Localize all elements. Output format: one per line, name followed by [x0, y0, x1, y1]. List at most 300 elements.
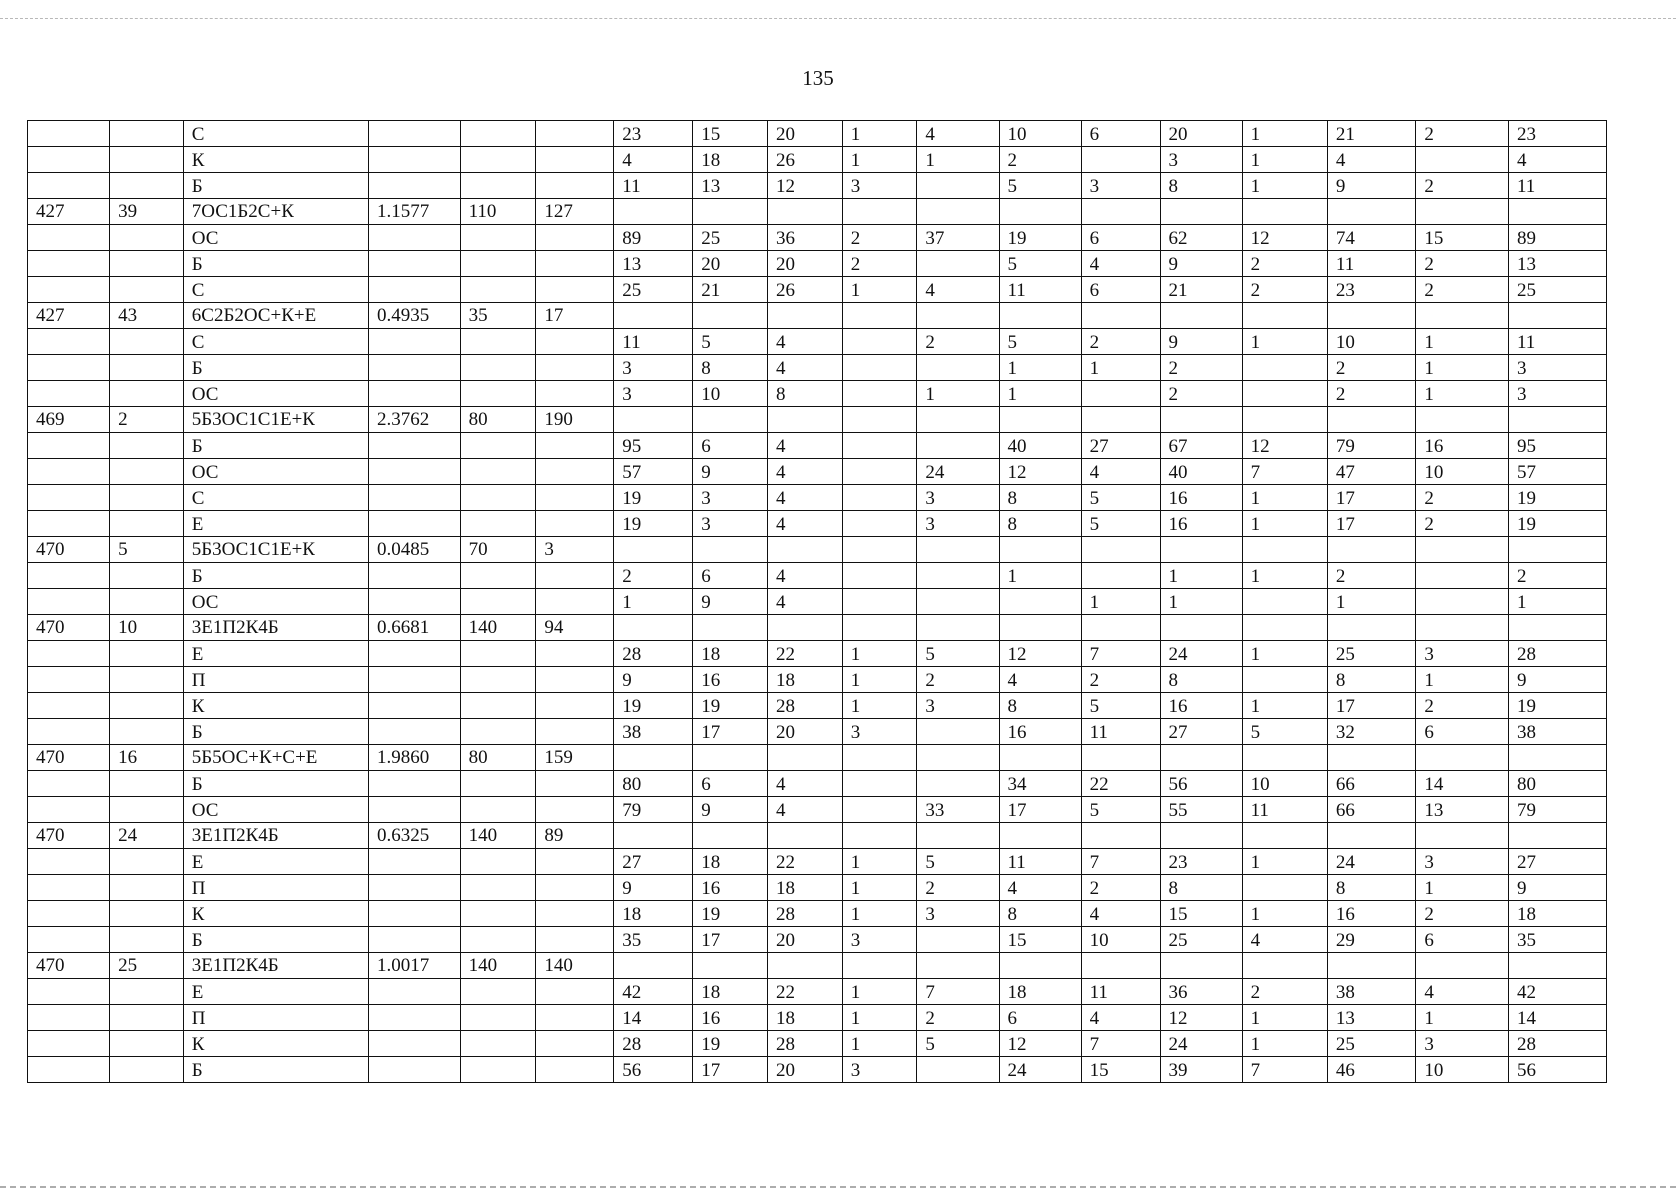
table-row: [28, 953, 1607, 979]
table-cell: 11: [1327, 251, 1415, 277]
table-cell: [28, 381, 110, 407]
table-cell: 2: [1416, 173, 1509, 199]
table-cell: 21: [693, 277, 768, 303]
table-cell: [369, 485, 461, 511]
table-cell: 3: [693, 511, 768, 537]
table-cell: 1: [842, 277, 917, 303]
table-cell: 39: [1160, 1057, 1242, 1083]
table-cell: [110, 563, 184, 589]
table-cell: 4: [767, 355, 842, 381]
table-cell: [110, 589, 184, 615]
table-cell: [917, 303, 999, 329]
table-cell: [1081, 823, 1160, 849]
table-cell: 5: [693, 329, 768, 355]
table-cell: [536, 797, 614, 823]
table-cell: П: [183, 875, 368, 901]
table-cell: 1: [1081, 589, 1160, 615]
table-cell: [1081, 199, 1160, 225]
table-cell: 1: [1416, 355, 1509, 381]
table-row: [28, 927, 1607, 953]
table-cell: [369, 459, 461, 485]
table-cell: 21: [1327, 121, 1415, 147]
table-cell: 17: [1327, 511, 1415, 537]
table-cell: [614, 537, 693, 563]
table-cell: 3: [1160, 147, 1242, 173]
table-cell: 11: [1508, 173, 1606, 199]
table-cell: 14: [1416, 771, 1509, 797]
table-cell: 14: [1508, 1005, 1606, 1031]
table-cell: [842, 485, 917, 511]
table-cell: 43: [110, 303, 184, 329]
table-cell: [536, 225, 614, 251]
table-cell: 24: [917, 459, 999, 485]
table-cell: 3: [1081, 173, 1160, 199]
table-row: [28, 121, 1607, 147]
table-cell: 1: [1242, 485, 1327, 511]
table-cell: 28: [1508, 641, 1606, 667]
table-cell: 19: [614, 693, 693, 719]
table-cell: 13: [1327, 1005, 1415, 1031]
table-cell: 1: [614, 589, 693, 615]
table-cell: 11: [614, 173, 693, 199]
table-cell: 1: [999, 563, 1081, 589]
table-cell: [614, 823, 693, 849]
table-cell: [1327, 953, 1415, 979]
table-cell: 11: [1081, 719, 1160, 745]
table-cell: 79: [1327, 433, 1415, 459]
table-cell: 2: [1416, 121, 1509, 147]
table-cell: 13: [1416, 797, 1509, 823]
table-cell: 80: [614, 771, 693, 797]
table-cell: [369, 277, 461, 303]
table-cell: 2: [917, 329, 999, 355]
table-cell: 5Б5ОС+К+С+Е: [183, 745, 368, 771]
table-cell: [614, 745, 693, 771]
table-cell: [1242, 953, 1327, 979]
table-cell: 22: [767, 849, 842, 875]
table-cell: [999, 303, 1081, 329]
table-cell: [842, 511, 917, 537]
table-cell: 140: [536, 953, 614, 979]
table-cell: 10: [1416, 459, 1509, 485]
table-cell: Б: [183, 1057, 368, 1083]
table-cell: 127: [536, 199, 614, 225]
table-cell: [28, 459, 110, 485]
table-cell: [842, 433, 917, 459]
table-cell: 3: [917, 693, 999, 719]
table-cell: [369, 329, 461, 355]
table-cell: [693, 199, 768, 225]
table-cell: 25: [614, 277, 693, 303]
table-cell: [842, 563, 917, 589]
table-cell: [842, 355, 917, 381]
table-cell: 0.4935: [369, 303, 461, 329]
table-cell: 10: [1081, 927, 1160, 953]
table-cell: [842, 797, 917, 823]
table-cell: 2: [917, 667, 999, 693]
table-cell: [917, 745, 999, 771]
table-cell: [1416, 303, 1509, 329]
table-row: [28, 563, 1607, 589]
table-cell: 27: [1081, 433, 1160, 459]
table-cell: 5: [1081, 693, 1160, 719]
table-cell: 24: [999, 1057, 1081, 1083]
table-cell: 22: [767, 641, 842, 667]
table-cell: 2: [1081, 875, 1160, 901]
table-cell: [28, 173, 110, 199]
table-cell: 1.0017: [369, 953, 461, 979]
table-cell: [767, 537, 842, 563]
table-cell: 5: [110, 537, 184, 563]
table-cell: [1160, 303, 1242, 329]
table-cell: 2: [1081, 667, 1160, 693]
table-cell: [536, 875, 614, 901]
table-cell: [767, 199, 842, 225]
table-cell: 4: [1416, 979, 1509, 1005]
table-cell: К: [183, 147, 368, 173]
table-row: [28, 225, 1607, 251]
table-cell: 17: [693, 719, 768, 745]
table-cell: 1: [999, 355, 1081, 381]
table-row: [28, 875, 1607, 901]
table-cell: 12: [1242, 225, 1327, 251]
table-cell: 20: [767, 927, 842, 953]
table-cell: [460, 511, 536, 537]
table-cell: 3: [1508, 381, 1606, 407]
table-cell: 4: [767, 563, 842, 589]
table-cell: 9: [1508, 667, 1606, 693]
table-cell: [28, 251, 110, 277]
table-cell: 1: [842, 693, 917, 719]
table-cell: [917, 433, 999, 459]
table-row: [28, 849, 1607, 875]
table-cell: К: [183, 1031, 368, 1057]
table-cell: 28: [767, 693, 842, 719]
table-cell: [460, 225, 536, 251]
table-cell: [460, 173, 536, 199]
table-cell: [369, 511, 461, 537]
table-cell: 16: [693, 667, 768, 693]
table-cell: 3: [842, 719, 917, 745]
table-cell: 7: [917, 979, 999, 1005]
table-cell: [999, 745, 1081, 771]
table-cell: [369, 641, 461, 667]
table-cell: 4: [767, 329, 842, 355]
table-cell: 470: [28, 615, 110, 641]
table-cell: [28, 641, 110, 667]
table-cell: 2: [614, 563, 693, 589]
table-cell: 95: [614, 433, 693, 459]
table-cell: 9: [693, 459, 768, 485]
table-cell: [1508, 953, 1606, 979]
table-cell: 19: [999, 225, 1081, 251]
table-cell: [110, 329, 184, 355]
table-cell: [536, 329, 614, 355]
table-cell: 9: [1327, 173, 1415, 199]
table-cell: [28, 1005, 110, 1031]
table-cell: 18: [1508, 901, 1606, 927]
table-row: [28, 537, 1607, 563]
table-cell: 5: [917, 641, 999, 667]
table-cell: 17: [693, 927, 768, 953]
table-cell: 21: [1160, 277, 1242, 303]
table-cell: 37: [917, 225, 999, 251]
table-cell: [614, 303, 693, 329]
table-cell: [1242, 823, 1327, 849]
table-cell: 29: [1327, 927, 1415, 953]
table-cell: 1: [1242, 641, 1327, 667]
table-cell: 4: [1081, 901, 1160, 927]
table-cell: 80: [460, 407, 536, 433]
table-cell: [536, 589, 614, 615]
table-cell: [767, 823, 842, 849]
table-cell: 19: [1508, 693, 1606, 719]
table-cell: [369, 927, 461, 953]
table-cell: 89: [536, 823, 614, 849]
table-cell: [110, 1005, 184, 1031]
table-cell: 8: [999, 901, 1081, 927]
table-cell: 18: [693, 147, 768, 173]
table-cell: 4: [767, 589, 842, 615]
table-cell: [460, 849, 536, 875]
table-cell: 1: [842, 147, 917, 173]
table-cell: [369, 173, 461, 199]
table-cell: 3: [842, 173, 917, 199]
table-cell: 4: [767, 433, 842, 459]
table-cell: [1416, 745, 1509, 771]
table-cell: С: [183, 485, 368, 511]
table-row: [28, 355, 1607, 381]
table-cell: 3: [693, 485, 768, 511]
table-cell: 4: [767, 485, 842, 511]
table-cell: [460, 277, 536, 303]
table-row: [28, 147, 1607, 173]
table-row: [28, 329, 1607, 355]
table-cell: 12: [1242, 433, 1327, 459]
table-cell: [999, 823, 1081, 849]
table-cell: 1: [1416, 381, 1509, 407]
table-cell: 1: [999, 381, 1081, 407]
table-cell: [460, 485, 536, 511]
table-cell: [1081, 537, 1160, 563]
table-cell: [536, 147, 614, 173]
table-cell: [1242, 615, 1327, 641]
table-cell: [110, 147, 184, 173]
table-cell: 5: [1081, 511, 1160, 537]
table-cell: [1242, 355, 1327, 381]
table-cell: [767, 303, 842, 329]
table-cell: [917, 823, 999, 849]
table-row: [28, 589, 1607, 615]
table-cell: 5Б3ОС1С1Е+К: [183, 407, 368, 433]
table-cell: ОС: [183, 797, 368, 823]
table-cell: 1: [1242, 693, 1327, 719]
table-cell: 35: [460, 303, 536, 329]
table-cell: 3: [842, 927, 917, 953]
table-cell: 28: [767, 901, 842, 927]
table-cell: [110, 277, 184, 303]
table-cell: [1242, 875, 1327, 901]
table-cell: 47: [1327, 459, 1415, 485]
table-cell: 16: [1327, 901, 1415, 927]
table-cell: 23: [1160, 849, 1242, 875]
table-cell: 1: [1242, 1005, 1327, 1031]
table-cell: 4: [767, 797, 842, 823]
table-cell: 36: [767, 225, 842, 251]
table-cell: [536, 277, 614, 303]
table-cell: [110, 927, 184, 953]
table-cell: 56: [614, 1057, 693, 1083]
table-cell: 2: [1327, 381, 1415, 407]
table-row: [28, 615, 1607, 641]
table-cell: [369, 719, 461, 745]
table-cell: 10: [110, 615, 184, 641]
table-cell: 56: [1508, 1057, 1606, 1083]
table-cell: 1: [1508, 589, 1606, 615]
table-cell: 23: [1508, 121, 1606, 147]
table-cell: 28: [614, 1031, 693, 1057]
table-row: [28, 1057, 1607, 1083]
table-cell: 17: [1327, 693, 1415, 719]
table-cell: [614, 407, 693, 433]
table-cell: [842, 823, 917, 849]
table-cell: 26: [767, 277, 842, 303]
table-cell: [1416, 615, 1509, 641]
table-cell: [110, 641, 184, 667]
table-cell: [28, 511, 110, 537]
table-cell: [1160, 745, 1242, 771]
table-row: [28, 407, 1607, 433]
table-cell: [460, 875, 536, 901]
table-cell: 6: [1416, 719, 1509, 745]
table-cell: [1160, 199, 1242, 225]
table-cell: [110, 719, 184, 745]
table-cell: 17: [693, 1057, 768, 1083]
table-cell: [693, 537, 768, 563]
table-cell: [369, 381, 461, 407]
table-cell: 9: [1160, 251, 1242, 277]
table-cell: 3: [614, 381, 693, 407]
table-cell: 1: [917, 381, 999, 407]
table-cell: [1508, 407, 1606, 433]
table-cell: [614, 199, 693, 225]
table-cell: [842, 745, 917, 771]
table-cell: [28, 277, 110, 303]
table-cell: 1: [842, 1031, 917, 1057]
table-cell: 18: [767, 875, 842, 901]
scan-top-edge: [0, 18, 1676, 19]
table-cell: 23: [614, 121, 693, 147]
table-cell: [369, 901, 461, 927]
table-cell: [369, 225, 461, 251]
table-cell: Б: [183, 355, 368, 381]
table-cell: 159: [536, 745, 614, 771]
table-cell: 10: [1416, 1057, 1509, 1083]
table-cell: [28, 979, 110, 1005]
table-cell: [536, 1031, 614, 1057]
table-cell: [1327, 303, 1415, 329]
table-cell: [460, 901, 536, 927]
table-cell: 2.3762: [369, 407, 461, 433]
table-cell: 20: [767, 1057, 842, 1083]
table-cell: 19: [614, 511, 693, 537]
table-cell: [460, 667, 536, 693]
table-cell: 3: [536, 537, 614, 563]
table-cell: [1508, 615, 1606, 641]
table-cell: 5: [917, 1031, 999, 1057]
table-cell: [28, 849, 110, 875]
table-cell: [369, 1005, 461, 1031]
table-cell: 140: [460, 823, 536, 849]
table-cell: 18: [693, 849, 768, 875]
table-cell: 15: [1160, 901, 1242, 927]
table-cell: 3: [1416, 641, 1509, 667]
table-cell: [1416, 589, 1509, 615]
table-cell: [369, 849, 461, 875]
table-cell: 18: [693, 979, 768, 1005]
table-cell: [917, 953, 999, 979]
table-cell: 2: [842, 225, 917, 251]
table-cell: 1: [1242, 1031, 1327, 1057]
table-cell: [536, 979, 614, 1005]
table-cell: 10: [1242, 771, 1327, 797]
table-cell: 4: [767, 511, 842, 537]
table-cell: 19: [693, 1031, 768, 1057]
table-cell: 6: [693, 433, 768, 459]
table-cell: [110, 433, 184, 459]
table-cell: 2: [1327, 563, 1415, 589]
table-cell: [917, 1057, 999, 1083]
table-cell: 2: [999, 147, 1081, 173]
table-cell: [110, 173, 184, 199]
table-cell: [917, 927, 999, 953]
table-cell: 57: [1508, 459, 1606, 485]
table-cell: 427: [28, 303, 110, 329]
table-cell: 38: [1508, 719, 1606, 745]
table-cell: 140: [460, 953, 536, 979]
table-cell: [369, 771, 461, 797]
data-table: [27, 120, 1607, 1083]
table-cell: 4: [1081, 1005, 1160, 1031]
table-cell: [1242, 589, 1327, 615]
table-cell: [460, 927, 536, 953]
table-cell: 20: [767, 251, 842, 277]
table-cell: [110, 667, 184, 693]
table-row: [28, 381, 1607, 407]
table-cell: [842, 537, 917, 563]
table-cell: 94: [536, 615, 614, 641]
table-cell: [917, 173, 999, 199]
table-cell: 70: [460, 537, 536, 563]
table-row: [28, 277, 1607, 303]
table-cell: [369, 875, 461, 901]
table-cell: 38: [1327, 979, 1415, 1005]
table-cell: [1242, 667, 1327, 693]
table-cell: 27: [1508, 849, 1606, 875]
table-cell: 79: [614, 797, 693, 823]
table-cell: ОС: [183, 459, 368, 485]
table-cell: 24: [110, 823, 184, 849]
table-cell: 25: [1327, 641, 1415, 667]
table-cell: 5: [1081, 485, 1160, 511]
table-row: [28, 485, 1607, 511]
table-cell: 11: [1242, 797, 1327, 823]
table-cell: 5: [1081, 797, 1160, 823]
table-cell: [693, 615, 768, 641]
table-cell: [369, 979, 461, 1005]
table-cell: 36: [1160, 979, 1242, 1005]
table-cell: 28: [1508, 1031, 1606, 1057]
